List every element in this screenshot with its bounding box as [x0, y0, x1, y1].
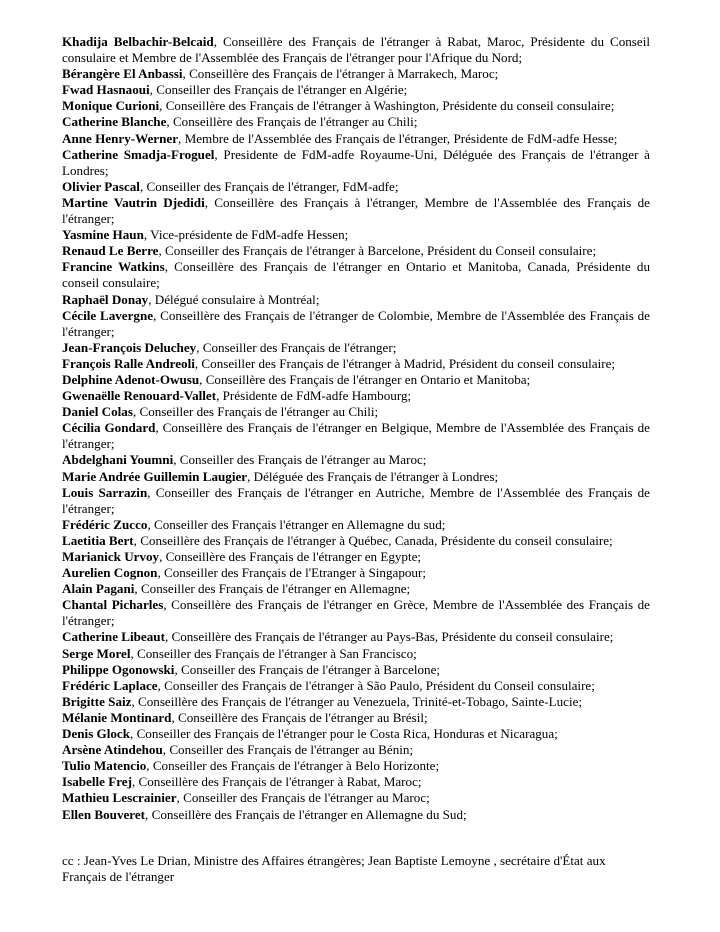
signatory-entry: [62, 66, 650, 82]
signatory-name: Catherine Libeaut: [62, 629, 165, 645]
signatory-entry: [62, 549, 650, 565]
signatory-name: Mathieu Lescrainier: [62, 790, 177, 806]
signatory-entry: [62, 82, 650, 98]
signatory-role: , Conseiller des Français de l'Etranger à Singapour;: [157, 565, 426, 581]
signatory-name: Jean-François Deluchey: [62, 339, 197, 355]
signatory-role: , Conseillère des Français de l'étranger au Pays-Bas, Présidente du conseil consulaire;: [164, 629, 614, 645]
signatory-entry: [62, 694, 650, 710]
signatory-name: Gwenaëlle Renouard-Vallet: [62, 388, 217, 404]
signatory-role: , Conseillère des Français de l'étranger en Allemagne du Sud;: [145, 806, 467, 822]
signatory-entry: [62, 98, 650, 114]
signatory-name: Frédéric Laplace: [62, 677, 158, 693]
signatory-role: , Conseillère des Français de l'étranger en Belgique, Membre de l'Assemblée des Français de l'étranger;: [62, 420, 650, 452]
signatory-role: , Vice-présidente de FdM-adfe Hessen;: [143, 227, 349, 243]
signatory-name: Cécilia Gondard: [62, 420, 156, 436]
signatory-role: , Conseiller des Français de l'étranger à Belo Horizonte;: [146, 758, 440, 774]
signatory-entry: [62, 372, 650, 388]
signatory-name: Catherine Smadja-Froguel: [62, 146, 215, 162]
signatory-name: Marie Andrée Guillemin Laugier: [62, 468, 248, 484]
signatory-role: , Conseiller des Français de l'étranger en Autriche, Membre de l'Assemblée des Français de l'étranger;: [62, 484, 650, 516]
signatory-name: Aurelien Cognon: [62, 565, 158, 581]
signatory-list: [62, 34, 650, 823]
signatory-name: Philippe Ogonowski: [62, 661, 175, 677]
signatory-entry: [62, 581, 650, 597]
signatory-entry: [62, 356, 650, 372]
signatory-entry: [62, 34, 650, 66]
signatory-role: , Conseillère des Français à l'étranger, Membre de l'Assemblée des Français de l'étranger;: [62, 194, 650, 227]
signatory-role: , Conseillère des Français de l'étranger en Grèce, Membre de l'Assemblée des Français de l'étranger;: [62, 597, 650, 629]
signatory-name: Isabelle Frej: [62, 774, 132, 790]
signatory-entry: [62, 308, 650, 340]
signatory-name: Tulio Matencio: [62, 758, 147, 774]
signatory-role: , Conseillère des Français de l'étranger de Colombie, Membre de l'Assemblée des Français de l'étranger;: [62, 307, 650, 339]
signatory-entry: [62, 388, 650, 404]
signatory-role: , Conseillère des Français de l'étranger en Ontario et Manitoba, Canada, Présidente du conseil consulaire;: [62, 259, 650, 291]
signatory-name: Abdelghani Youmni: [62, 452, 174, 468]
signatory-role: , Conseiller des Français de l'étranger au Maroc;: [176, 790, 430, 806]
document-page: [62, 34, 650, 885]
signatory-entry: [62, 807, 650, 823]
signatory-role: , Conseiller des Français de l'étranger pour le Costa Rica, Honduras et Nicaragua;: [130, 726, 558, 742]
signatory-name: Francine Watkins: [62, 259, 165, 275]
signatory-role: , Conseiller des Français de l'étranger à San Francisco;: [130, 645, 417, 661]
signatory-role: , Conseillère des Français de l'étranger à Québec, Canada, Présidente du conseil consulaire;: [133, 532, 613, 548]
signatory-name: Khadija Belbachir-Belcaid: [62, 34, 214, 49]
signatory-name: Laetitia Bert: [62, 532, 134, 548]
signatory-role: , Conseiller des Français de l'étranger à Madrid, Président du conseil consulaire;: [194, 355, 616, 371]
cc-line: cc : Jean-Yves Le Drian, Ministre des Affaires étrangères; Jean Baptiste Lemoyne , secrétaire d'État aux Français de l'étranger: [62, 852, 606, 884]
signatory-role: , Conseillère des Français de l'étranger en Ontario et Manitoba;: [199, 371, 531, 387]
signatory-role: , Conseillère des Français de l'étranger au Brésil;: [171, 709, 428, 725]
signatory-role: , Conseiller des Français de l'étranger au Bénin;: [162, 742, 414, 758]
signatory-name: Daniel Colas: [62, 404, 133, 420]
signatory-role: , Conseillère des Français de l'étranger au Venezuela, Trinité-et-Tobago, Sainte-Lucie;: [131, 693, 583, 709]
signatory-name: Renaud Le Berre: [62, 243, 159, 259]
signatory-role: , Conseiller des Français de l'étranger au Maroc;: [173, 452, 427, 468]
signatory-entry: [62, 420, 650, 452]
signatory-entry: [62, 629, 650, 645]
signatory-role: , Conseiller des Français de l'étranger, FdM-adfe;: [139, 178, 399, 194]
signatory-role: , Conseiller des Français de l'étranger à São Paulo, Président du Conseil consulaire;: [157, 677, 595, 693]
signatory-entry: [62, 404, 650, 420]
signatory-role: , Conseiller des Français l'étranger en Allemagne du sud;: [147, 516, 446, 532]
signatory-role: , Conseiller des Français de l'étranger;: [196, 339, 397, 355]
signatory-entry: [62, 340, 650, 356]
signatory-role: , Conseillère des Français de l'étranger à Rabat, Maroc, Présidente du Conseil consulaire et Membre de l'Assemblée des Français de l'étranger pour l'Afrique du Nord;: [62, 34, 650, 66]
signatory-entry: [62, 597, 650, 629]
signatory-name: Olivier Pascal: [62, 178, 140, 194]
signatory-role: , Conseillère des Français de l'étranger au Chili;: [166, 114, 418, 130]
signatory-role: , Conseiller des Français de l'étranger en Algérie;: [149, 82, 408, 98]
signatory-entry: [62, 774, 650, 790]
signatory-name: François Ralle Andreoli: [62, 355, 195, 371]
signatory-name: Cécile Lavergne: [62, 307, 154, 323]
signatory-name: Mélanie Montinard: [62, 709, 172, 725]
signatory-name: Alain Pagani: [62, 581, 135, 597]
signatory-name: Yasmine Haun: [62, 227, 144, 243]
signatory-name: Ellen Bouveret: [62, 806, 146, 822]
signatory-entry: [62, 114, 650, 130]
signatory-entry: [62, 243, 650, 259]
signatory-name: Martine Vautrin Djedidi: [62, 194, 205, 210]
signatory-entry: [62, 533, 650, 549]
signatory-entry: [62, 726, 650, 742]
signatory-entry: [62, 469, 650, 485]
signatory-name: Marianick Urvoy: [62, 549, 160, 564]
signatory-entry: [62, 131, 650, 147]
signatory-role: , Conseillère des Français de l'étranger à Marrakech, Maroc;: [182, 66, 499, 82]
signatory-entry: [62, 452, 650, 468]
signatory-role: , Conseiller des Français de l'étranger à Barcelone, Président du Conseil consulaire;: [158, 243, 597, 259]
signatory-entry: [62, 179, 650, 195]
signatory-name: Delphine Adenot-Owusu: [62, 371, 200, 387]
signatory-name: Chantal Picharles: [62, 597, 164, 613]
signatory-entry: [62, 195, 650, 227]
signatory-entry: [62, 742, 650, 758]
signatory-name: Monique Curioni: [62, 98, 160, 114]
signatory-role: , Membre de l'Assemblée des Français de l'étranger, Présidente de FdM-adfe Hesse;: [178, 130, 618, 146]
signatory-role: , Conseiller des Français de l'étranger en Allemagne;: [134, 581, 411, 597]
signatory-name: Fwad Hasnaoui: [62, 82, 150, 98]
signatory-name: Catherine Blanche: [62, 114, 167, 130]
signatory-entry: [62, 678, 650, 694]
signatory-name: Frédéric Zucco: [62, 516, 148, 532]
signatory-entry: [62, 565, 650, 581]
signatory-entry: [62, 662, 650, 678]
signatory-entry: [62, 790, 650, 806]
signatory-role: , Conseiller des Français de l'étranger à Barcelone;: [174, 661, 441, 677]
signatory-name: Arsène Atindehou: [62, 742, 163, 758]
signatory-role: , Conseiller des Français de l'étranger au Chili;: [132, 404, 379, 420]
signatory-role: , Conseillère des Français de l'étranger à Rabat, Maroc;: [131, 774, 422, 790]
signatory-entry: [62, 147, 650, 179]
signatory-name: Brigitte Saiz: [62, 693, 132, 709]
signatory-role: , Présidente de FdM-adfe Hambourg;: [216, 388, 412, 404]
signatory-role: , Déléguée des Français de l'étranger à Londres;: [247, 468, 499, 484]
signatory-entry: [62, 259, 650, 291]
signatory-entry: [62, 517, 650, 533]
signatory-role: , Délégué consulaire à Montréal;: [148, 291, 320, 307]
signatory-role: , Presidente de FdM-adfe Royaume-Uni, Déléguée des Français de l'étranger à Londres;: [62, 146, 650, 178]
signatory-entry: [62, 227, 650, 243]
signatory-name: Raphaël Donay: [62, 291, 149, 307]
signatory-role: , Conseillère des Français de l'étranger à Washington, Présidente du conseil consulaire;: [159, 98, 615, 114]
signatory-name: Anne Henry-Werner: [62, 130, 179, 146]
signatory-name: Bérangère El Anbassi: [62, 66, 183, 82]
signatory-entry: [62, 646, 650, 662]
signatory-entry: [62, 758, 650, 774]
signatory-entry: [62, 485, 650, 517]
signatory-role: , Conseillère des Français de l'étranger en Egypte;: [159, 549, 422, 564]
signatory-name: Denis Glock: [62, 726, 131, 742]
spacer: [62, 823, 650, 853]
signatory-entry: [62, 710, 650, 726]
signatory-name: Serge Morel: [62, 645, 131, 661]
signatory-name: Louis Sarrazin: [62, 484, 148, 500]
signatory-entry: [62, 292, 650, 308]
